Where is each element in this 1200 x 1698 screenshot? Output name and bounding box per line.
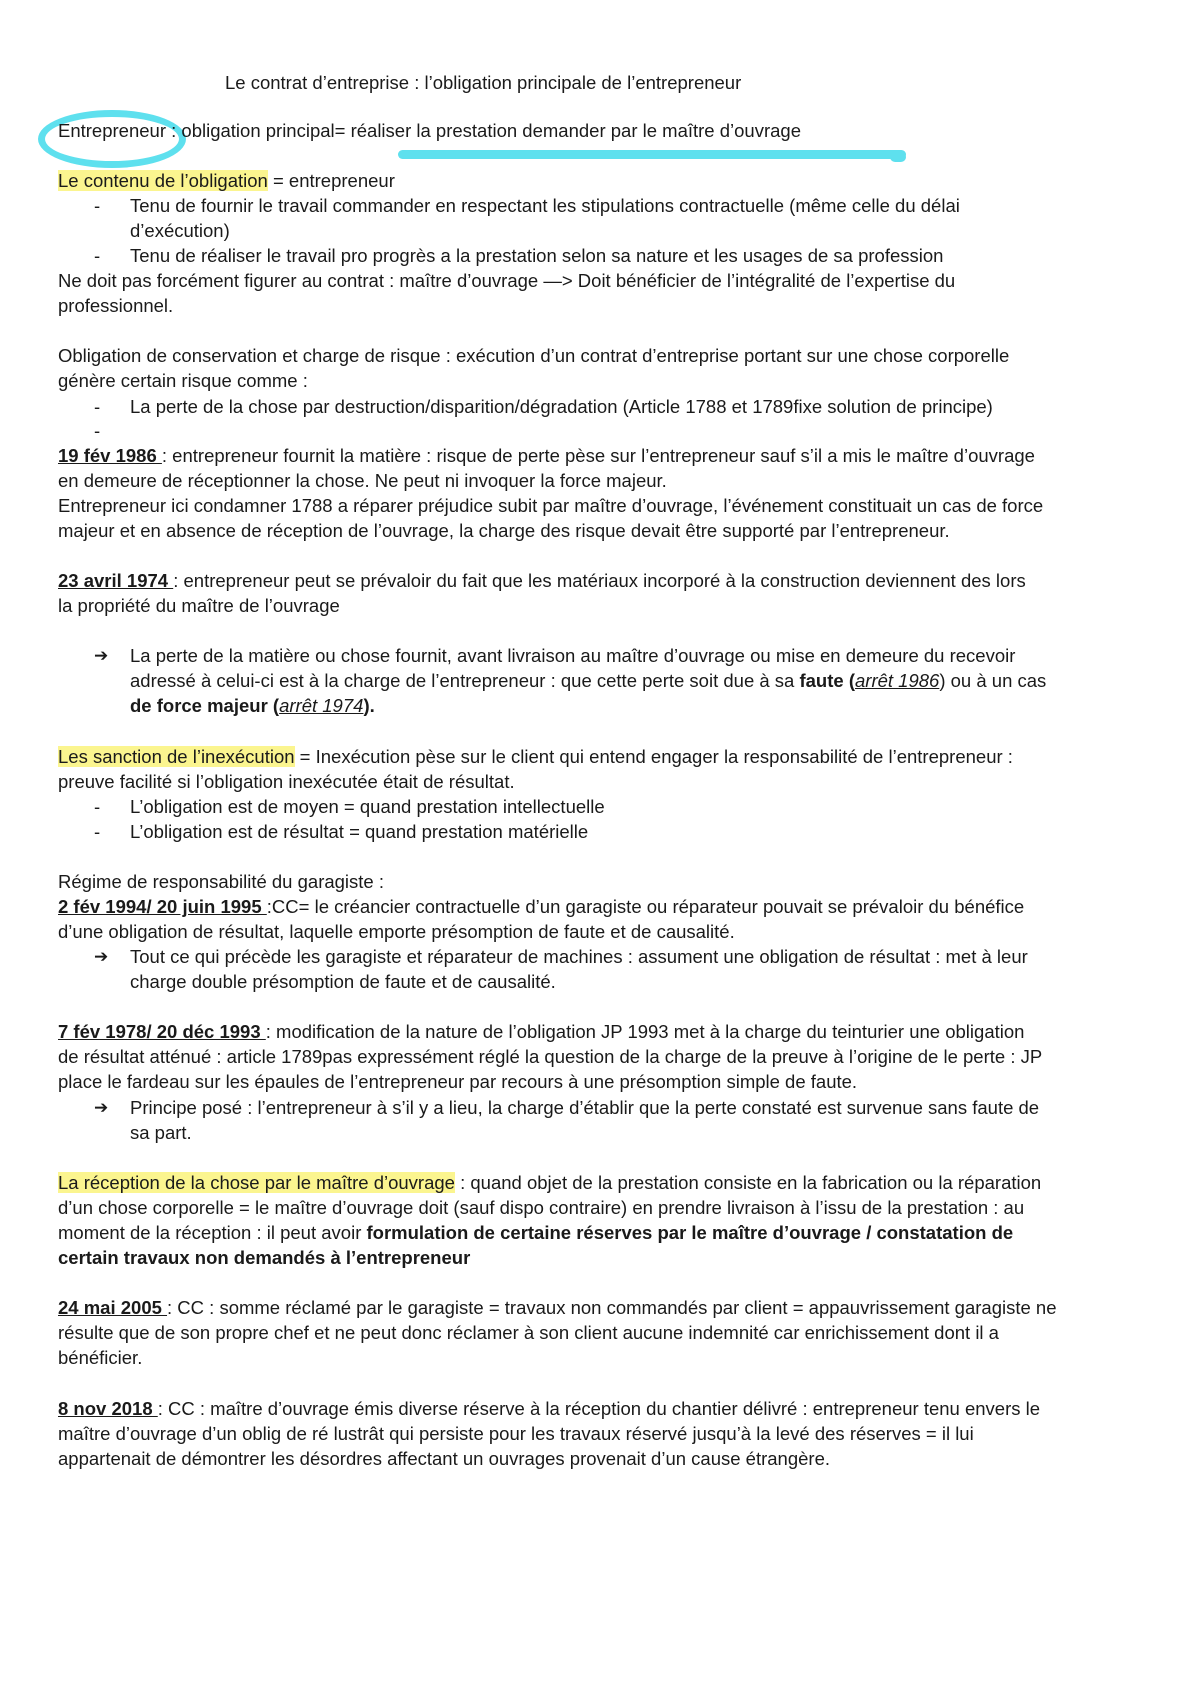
arrow-item: ➔ Tout ce qui précède les garagiste et réparateur de machines : assument une obligation de résultat : met à leur [130, 943, 1028, 970]
contenu-heading: Le contenu de l’obligation = entrepreneur [58, 170, 395, 191]
list-item: - Tenu de réaliser le travail pro progrès a la prestation selon sa nature et les usages de sa profession [94, 245, 944, 266]
entrepreneur-line: Entrepreneur : obligation principal= réaliser la prestation demander par le maître d’ouvrage [58, 120, 801, 141]
garagiste-heading: Régime de responsabilité du garagiste : [58, 871, 384, 892]
highlighter-dot [890, 152, 906, 162]
case-1994: 2 fév 1994/ 20 juin 1995 :CC= le créancier contractuelle d’un garagiste ou réparateur pouvait se prévaloir du bénéfice [58, 896, 1025, 917]
arrow-item: ➔ Principe posé : l’entrepreneur à s’il y a lieu, la charge d’établir que la perte constaté est survenue sans faute de [130, 1094, 1039, 1121]
case-date: 19 fév 1986 [58, 445, 162, 466]
list-item: - L’obligation est de moyen = quand prestation intellectuelle [94, 796, 605, 817]
case-1974: 23 avril 1974 : entrepreneur peut se prévaloir du fait que les matériaux incorporé à la construction deviennent des lors [58, 570, 1026, 591]
arrow-icon: ➔ [94, 646, 109, 665]
case-date: 7 fév 1978/ 20 déc 1993 [58, 1021, 266, 1042]
highlighter-underline [398, 150, 906, 159]
case-date: 24 mai 2005 [58, 1297, 168, 1318]
arrow-icon: ➔ [94, 1098, 109, 1117]
contenu-label: Le contenu de l’obligation [58, 170, 268, 191]
reception-heading: La réception de la chose par le maître d’ouvrage : quand objet de la prestation consiste en la fabrication ou la réparation [58, 1172, 1042, 1193]
arrow-item: ➔ La perte de la matière ou chose fournit, avant livraison au maître d’ouvrage ou mise en demeure du recevoir [130, 642, 1015, 669]
sanction-heading: Les sanction de l’inexécution = Inexécution pèse sur le client qui entend engager la responsabilité de l’entrepreneur : [58, 746, 1013, 767]
case-date: 8 nov 2018 [58, 1398, 158, 1419]
case-1986: 19 fév 1986 : entrepreneur fournit la matière : risque de perte pèse sur l’entrepreneur sauf s’il a mis le maître d’ouvrage [58, 445, 1035, 466]
sanction-label: Les sanction de l’inexécution [58, 746, 295, 767]
document-title: Le contrat d’entreprise : l’obligation principale de l’entrepreneur [225, 72, 742, 93]
case-date: 2 fév 1994/ 20 juin 1995 [58, 896, 267, 917]
entrepreneur-label: Entrepreneur [58, 120, 166, 141]
case-date: 23 avril 1974 [58, 570, 174, 591]
case-2005: 24 mai 2005 : CC : somme réclamé par le garagiste = travaux non commandés par client = appauvrissement garagiste ne [58, 1297, 1057, 1318]
list-item: - La perte de la chose par destruction/disparition/dégradation (Article 1788 et 1789fixe solution de principe) [94, 396, 993, 417]
list-item: - Tenu de fournir le travail commander en respectant les stipulations contractuelle (même celle du délai [94, 195, 960, 216]
reception-label: La réception de la chose par le maître d’ouvrage [58, 1172, 455, 1193]
list-item: - L’obligation est de résultat = quand prestation matérielle [94, 821, 589, 842]
arrow-icon: ➔ [94, 947, 109, 966]
case-2018: 8 nov 2018 : CC : maître d’ouvrage émis diverse réserve à la réception du chantier délivré : entrepreneur tenu envers le [58, 1398, 1041, 1419]
case-1993: 7 fév 1978/ 20 déc 1993 : modification de la nature de l’obligation JP 1993 met à la charge du teinturier une obligation [58, 1021, 1025, 1042]
